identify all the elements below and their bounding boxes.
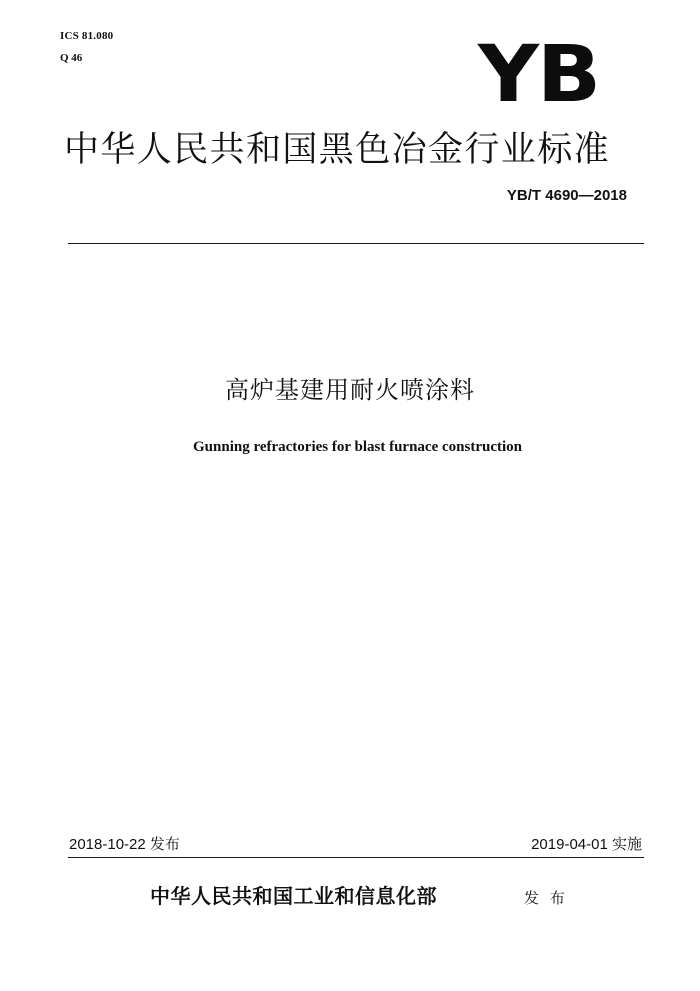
yb-logo: YB — [478, 30, 599, 120]
issuing-authority: 中华人民共和国工业和信息化部 — [150, 884, 437, 908]
industry-standard-title: 中华人民共和国黑色冶金行业标准 — [64, 130, 611, 170]
implementation-date: 2019-04-01 实施 — [531, 836, 642, 853]
ccs-code: Q 46 — [60, 52, 83, 64]
standard-number: YB/T 4690—2018 — [506, 187, 627, 204]
bottom-divider — [68, 857, 644, 858]
issue-date: 2018-10-22 发布 — [69, 836, 180, 853]
ics-code: ICS 81.080 — [60, 30, 114, 42]
publish-label: 发 布 — [524, 889, 568, 907]
document-title-cn: 高炉基建用耐火喷涂料 — [225, 376, 475, 404]
top-divider — [68, 243, 644, 244]
document-title-en: Gunning refractories for blast furnace construction — [193, 439, 522, 455]
